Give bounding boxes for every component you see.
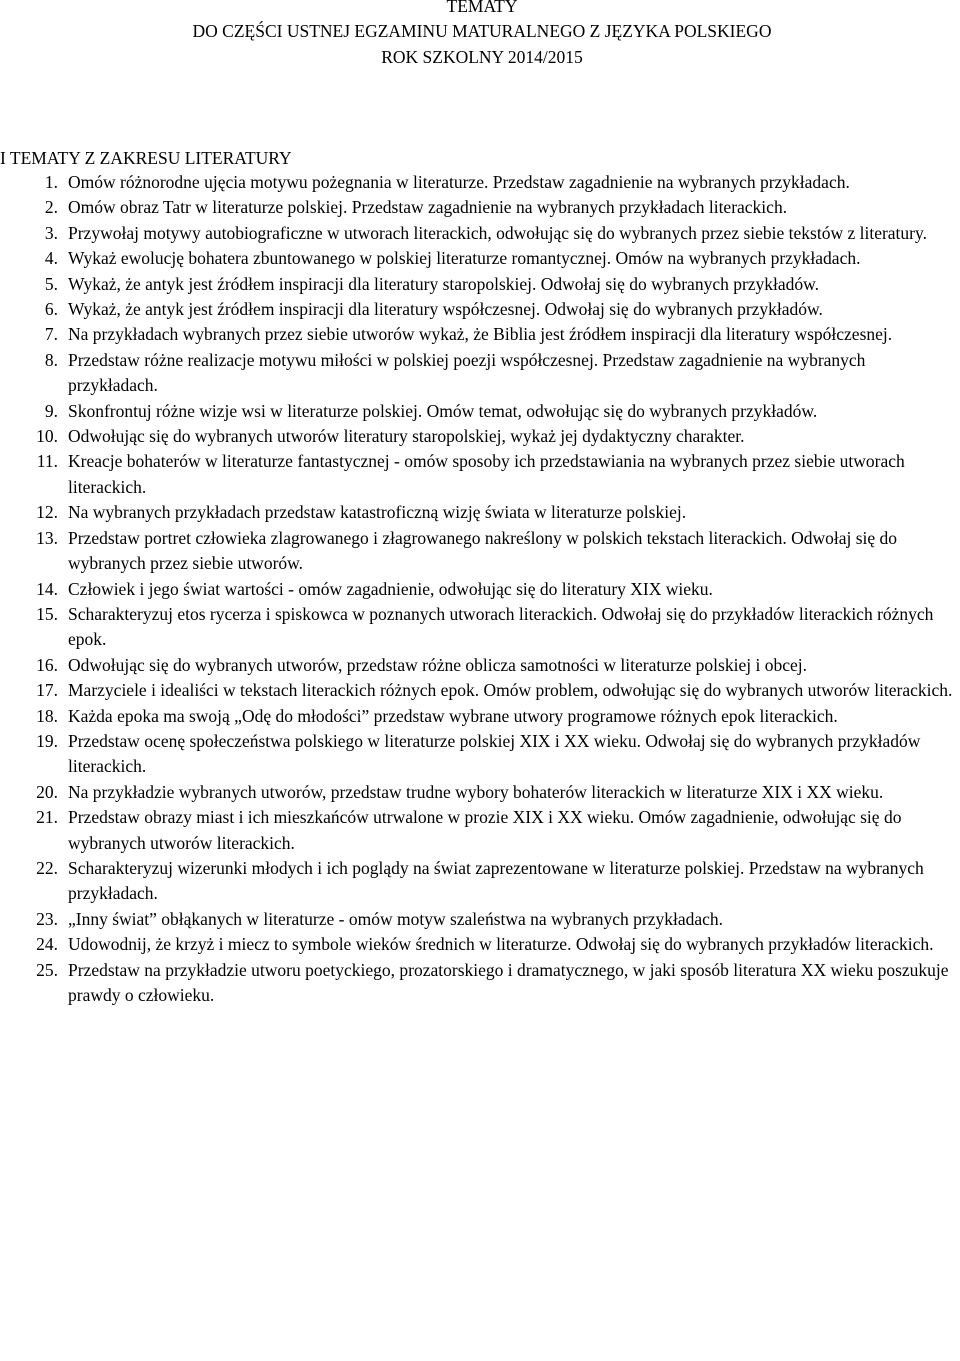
- list-item: [0, 602, 960, 653]
- topic-number: 21.: [36, 807, 58, 828]
- topic-text: Odwołując się do wybranych utworów, przedstaw różne oblicza samotności w literaturze polskiej i obcej.: [68, 654, 807, 675]
- topic-text: Przedstaw portret człowieka zlagrowanego i złagrowanego nakreślony w polskich tekstach literackich. Odwołaj się do wybranych przez siebie utworów.: [68, 527, 898, 574]
- topic-number: 12.: [36, 502, 58, 523]
- topic-text: „Inny świat” obłąkanych w literaturze - omów motyw szaleństwa na wybranych przykładach.: [68, 908, 724, 929]
- topic-text: Marzyciele i idealiści w tekstach literackich różnych epok. Omów problem, odwołując się do wybranych utworów literackich.: [68, 680, 953, 701]
- topic-text: Wykaż ewolucję bohatera zbuntowanego w polskiej literaturze romantycznej. Omów na wybranych przykładach.: [68, 248, 861, 269]
- topic-text: Na przykładach wybranych przez siebie utworów wykaż, że Biblia jest źródłem inspiracji dla literatury współczesnej.: [68, 324, 893, 345]
- topic-number: 11.: [36, 451, 58, 472]
- list-item: [0, 526, 960, 577]
- list-item: [0, 729, 960, 780]
- topic-number: 25.: [36, 959, 58, 980]
- topic-text: Na wybranych przykładach przedstaw katastroficzną wizję świata w literaturze polskiej.: [68, 502, 687, 523]
- list-item: [0, 272, 960, 297]
- topic-text: Odwołując się do wybranych utworów literatury staropolskiej, wykaż jej dydaktyczny charakter.: [68, 426, 745, 447]
- list-item: [0, 958, 960, 1009]
- topic-number: 22.: [36, 857, 58, 878]
- header-school-year: ROK SZKOLNY 2014/2015: [381, 46, 583, 67]
- topic-number: 4.: [44, 248, 58, 269]
- topic-number: 23.: [36, 908, 58, 929]
- topic-text: Przedstaw ocenę społeczeństwa polskiego w literaturze polskiej XIX i XX wieku. Odwołaj się do wybranych przykładów literackich.: [68, 730, 921, 777]
- list-item: [0, 221, 960, 246]
- topic-number: 17.: [36, 680, 58, 701]
- topic-number: 19.: [36, 730, 58, 751]
- topic-text: Na przykładzie wybranych utworów, przedstaw trudne wybory bohaterów literackich w literaturze XIX i XX wieku.: [68, 781, 884, 802]
- topic-number: 3.: [44, 222, 58, 243]
- topic-number: 13.: [36, 527, 58, 548]
- list-item: [0, 907, 960, 932]
- topic-number: 16.: [36, 654, 58, 675]
- topic-number: 5.: [44, 273, 58, 294]
- topic-text: Udowodnij, że krzyż i miecz to symbole wieków średnich w literaturze. Odwołaj się do wybranych przykładów literackich.: [68, 934, 934, 955]
- topic-number: 1.: [44, 172, 58, 192]
- document-header: [0, 0, 960, 70]
- topic-number: 24.: [36, 934, 58, 955]
- topic-number: 15.: [36, 603, 58, 624]
- header-title: TEMATY: [446, 0, 518, 16]
- list-item: [0, 780, 960, 805]
- list-item: [0, 297, 960, 322]
- list-item: [0, 932, 960, 957]
- topic-text: Przedstaw na przykładzie utworu poetyckiego, prozatorskiego i dramatycznego, w jaki sposób literatura XX wieku poszukuje prawdy o człowieku.: [68, 959, 949, 1005]
- topic-text: Przedstaw różne realizacje motywu miłości w polskiej poezji współczesnej. Przedstaw zagadnienie na wybranych przykładach.: [68, 349, 866, 396]
- list-item: [0, 246, 960, 271]
- topic-number: 18.: [36, 705, 58, 726]
- list-item: [0, 322, 960, 347]
- list-item: [0, 805, 960, 856]
- list-item: [0, 424, 960, 449]
- list-item: [0, 678, 960, 703]
- topic-number: 9.: [44, 400, 58, 421]
- topics-list: [0, 170, 960, 1008]
- topic-text: Scharakteryzuj etos rycerza i spiskowca w poznanych utworach literackich. Odwołaj się do przykładów literackich różnych epok.: [68, 603, 934, 650]
- section-title: I TEMATY Z ZAKRESU LITERATURY: [0, 148, 292, 168]
- topic-text: Omów różnorodne ujęcia motywu pożegnania w literaturze. Przedstaw zagadnienie na wybranych przykładach.: [68, 172, 850, 192]
- topic-text: Wykaż, że antyk jest źródłem inspiracji dla literatury staropolskiej. Odwołaj się do wybranych przykładów.: [68, 273, 820, 294]
- list-item: [0, 449, 960, 500]
- list-item: [0, 348, 960, 399]
- topic-text: Wykaż, że antyk jest źródłem inspiracji dla literatury współczesnej. Odwołaj się do wybranych przykładów.: [68, 299, 823, 320]
- topic-text: Omów obraz Tatr w literaturze polskiej. Przedstaw zagadnienie na wybranych przykładach literackich.: [68, 197, 788, 218]
- topic-text: Każda epoka ma swoją „Odę do młodości” przedstaw wybrane utwory programowe różnych epok literackich.: [68, 705, 838, 726]
- list-item: [0, 653, 960, 678]
- list-item: [0, 577, 960, 602]
- topic-number: 8.: [44, 349, 58, 370]
- topic-text: Przedstaw obrazy miast i ich mieszkańców utrwalone w prozie XIX i XX wieku. Omów zagadnienie, odwołując się do wybranych utworów literackich.: [68, 807, 902, 853]
- list-item: [0, 195, 960, 220]
- topic-text: Przywołaj motywy autobiograficzne w utworach literackich, odwołując się do wybranych przez siebie tekstów z literatury.: [68, 222, 927, 243]
- list-item: [0, 399, 960, 424]
- list-item: [0, 500, 960, 525]
- topic-number: 6.: [44, 299, 58, 320]
- list-item: [0, 704, 960, 729]
- header-subtitle: DO CZĘŚCI USTNEJ EGZAMINU MATURALNEGO Z JĘZYKA POLSKIEGO: [192, 21, 772, 42]
- list-item: [0, 856, 960, 907]
- topic-text: Kreacje bohaterów w literaturze fantastycznej - omów sposoby ich przedstawiania na wybranych przez siebie utworach literackich.: [68, 451, 905, 497]
- topic-number: 2.: [44, 197, 58, 218]
- topic-number: 7.: [44, 324, 58, 345]
- topic-number: 10.: [36, 426, 58, 447]
- topic-number: 14.: [36, 578, 58, 599]
- topic-text: Skonfrontuj różne wizje wsi w literaturze polskiej. Omów temat, odwołując się do wybranych przykładów.: [68, 400, 818, 421]
- topic-text: Scharakteryzuj wizerunki młodych i ich poglądy na świat zaprezentowane w literaturze polskiej. Przedstaw na wybranych przykładach.: [68, 857, 924, 904]
- list-item: [0, 170, 960, 195]
- topic-number: 20.: [36, 781, 58, 802]
- topic-text: Człowiek i jego świat wartości - omów zagadnienie, odwołując się do literatury XIX wieku.: [68, 578, 713, 599]
